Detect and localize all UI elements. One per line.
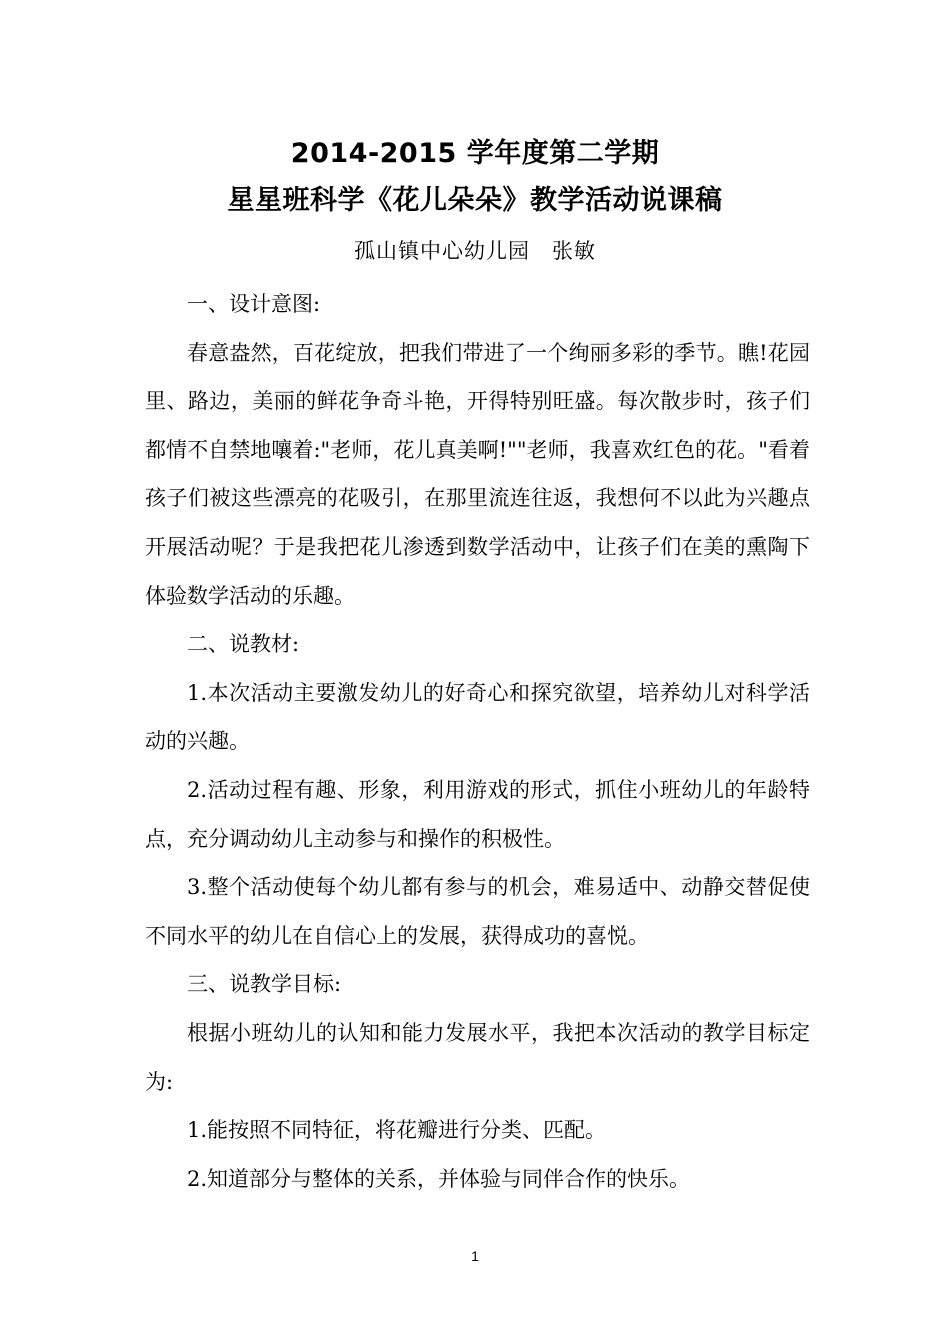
paragraph: 3.整个活动使每个幼儿都有参与的机会，难易适中、动静交替促使不同水平的幼儿在自信心上的发展，获得成功的喜悦。 [145, 875, 810, 948]
paragraph: 1.本次活动主要激发幼儿的好奇心和探究欲望，培养幼儿对科学活动的兴趣。 [145, 680, 810, 754]
author-line: 孤山镇中心幼儿园 张敏 [354, 239, 596, 263]
paragraph: 2.知道部分与整体的关系，并体验与同伴合作的快乐。 [187, 1166, 691, 1191]
paragraph: 春意盎然，百花绽放，把我们带进了一个绚丽多彩的季节。瞧!花园里、路边，美丽的鲜花争奇斗艳，开得特别旺盛。每次散步时，孩子们都情不自禁地嚷着:"老师，花儿真美啊!""老师，我喜欢红色的花。"看着孩子们被这些漂亮的花吸引，在那里流连往返，我想何不以此为兴趣点开展活动呢？于是我把花儿渗透到数学活动中，让孩子们在美的熏陶下体验数学活动的乐趣。 [145, 340, 810, 608]
section-heading-teaching-materials: 二、说教材: [187, 632, 300, 657]
section-heading-design-intent: 一、设计意图: [187, 292, 321, 316]
document-body [145, 280, 810, 1203]
paragraph: 2.活动过程有趣、形象，利用游戏的形式，抓住小班幼儿的年龄特点，充分调动幼儿主动参与和操作的积极性。 [145, 777, 810, 851]
paragraph: 1.能按照不同特征，将花瓣进行分类、匹配。 [187, 1118, 607, 1143]
document-title-line2: 星星班科学《花儿朵朵》教学活动说课稿 [227, 185, 723, 216]
paragraph: 根据小班幼儿的认知和能力发展水平，我把本次活动的教学目标定为: [145, 1020, 810, 1094]
document-title-line1: 2014-2015 学年度第二学期 [290, 138, 660, 169]
section-heading-teaching-goals: 三、说教学目标: [187, 972, 342, 997]
page-number: 1 [471, 1248, 479, 1264]
